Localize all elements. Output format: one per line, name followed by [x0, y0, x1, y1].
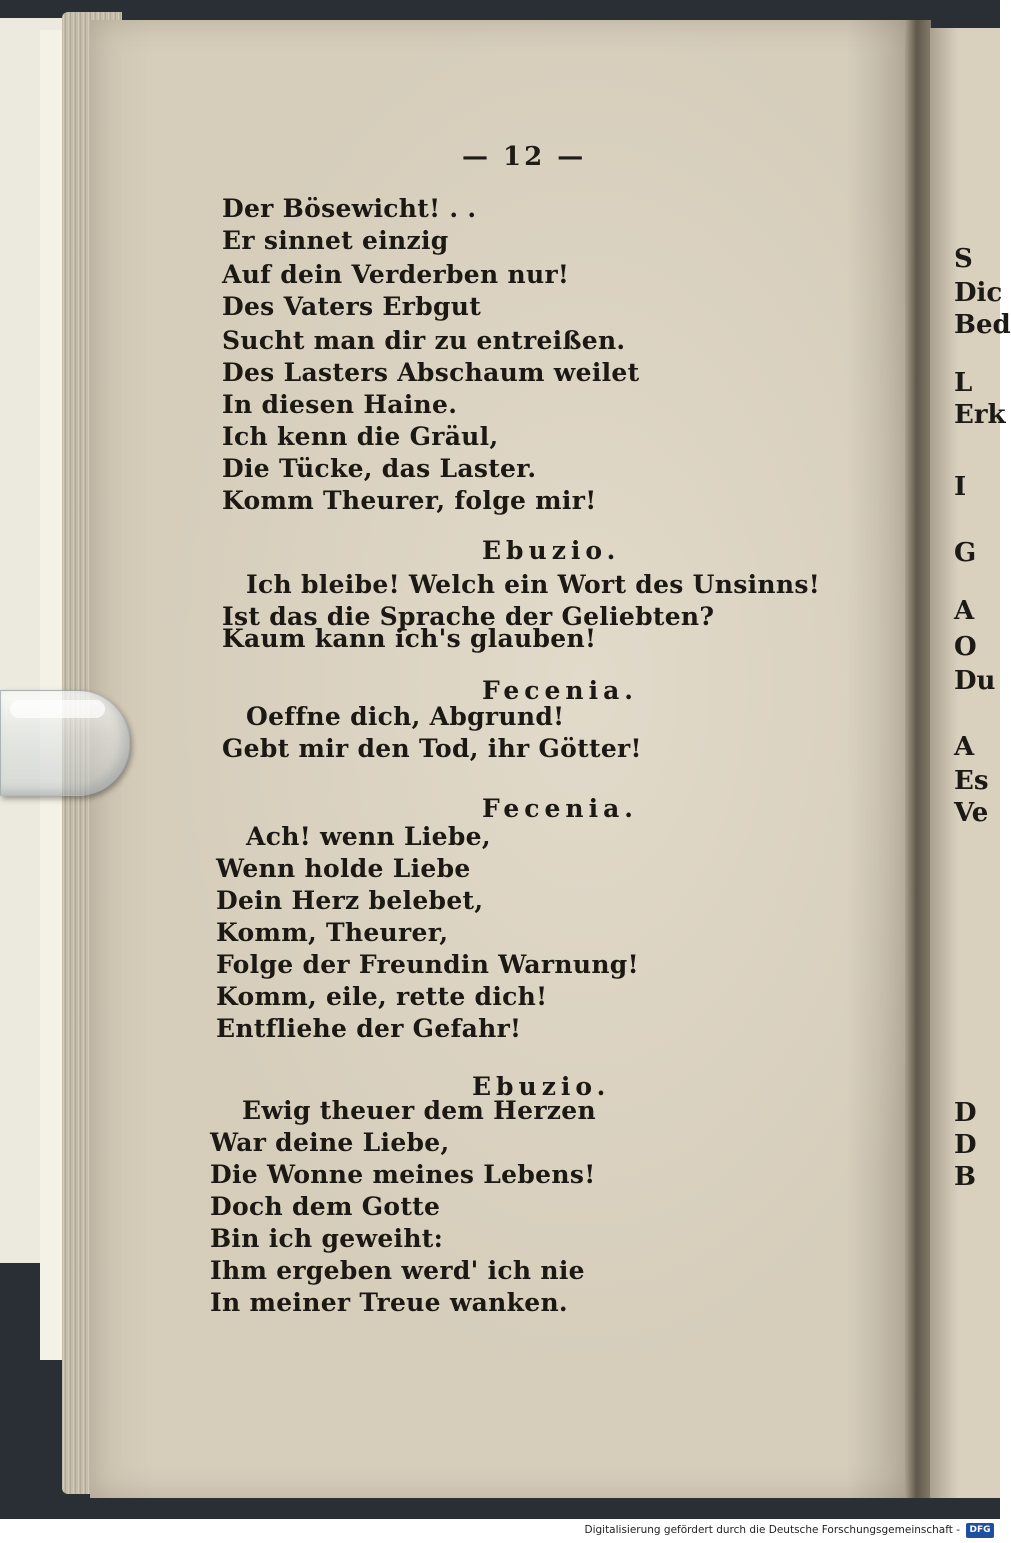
text-line: Des Lasters Abschaum weilet: [222, 358, 640, 387]
text-line: Ich bleibe! Welch ein Wort des Unsinns!: [246, 570, 821, 599]
text-line: Komm Theurer, folge mir!: [222, 486, 597, 515]
right-page-fragment: Erk: [954, 400, 1006, 430]
text-line: In meiner Treue wanken.: [210, 1288, 568, 1317]
page-number: — 12 —: [462, 142, 587, 172]
dfg-logo-icon: DFG: [966, 1523, 994, 1538]
text-line: Ich kenn die Gräul,: [222, 422, 499, 451]
right-page-fragment: A: [954, 732, 975, 762]
text-line: Gebt mir den Tod, ihr Götter!: [222, 734, 642, 763]
right-page-fragment: S: [954, 244, 973, 274]
speaker-name: Fecenia.: [482, 676, 638, 705]
right-page-fragment: D: [954, 1098, 977, 1128]
text-line: Komm, eile, rette dich!: [216, 982, 548, 1011]
text-line: Folge der Freundin Warnung!: [216, 950, 639, 979]
text-line: Auf dein Verderben nur!: [222, 260, 570, 289]
speaker-name: Ebuzio.: [482, 536, 621, 565]
right-page-fragment: Du: [954, 666, 996, 696]
text-line: Entfliehe der Gefahr!: [216, 1014, 522, 1043]
right-page-fragment: Es: [954, 766, 989, 796]
text-line: Ist das die Sprache der Geliebten?: [222, 602, 715, 631]
text-line: Die Tücke, das Laster.: [222, 454, 537, 483]
text-line: Sucht man dir zu entreißen.: [222, 326, 626, 355]
right-page-fragment: D: [954, 1130, 977, 1160]
text-line: Ewig theuer dem Herzen: [242, 1096, 596, 1125]
dfg-credit-text: Digitalisierung gefördert durch die Deutsche Forschungsgemeinschaft -: [584, 1524, 960, 1536]
text-line: Wenn holde Liebe: [216, 854, 471, 883]
text-line: In diesen Haine.: [222, 390, 458, 419]
right-page-fragment: O: [954, 632, 977, 662]
right-page-fragment: Dic: [954, 278, 1003, 308]
right-page-fragment: Ve: [954, 798, 989, 828]
right-page-fragment: Bed: [954, 310, 1011, 340]
right-page-fragment: B: [954, 1162, 976, 1192]
text-line: Dein Herz belebet,: [216, 886, 484, 915]
text-line: Der Bösewicht! . .: [222, 194, 477, 223]
text-line: Doch dem Gotte: [210, 1192, 441, 1221]
right-page-fragment: L: [954, 368, 973, 398]
glass-clip-highlight: [10, 700, 105, 718]
right-page-fragment: G: [954, 538, 977, 568]
text-line: War deine Liebe,: [210, 1128, 450, 1157]
text-line: Komm, Theurer,: [216, 918, 449, 947]
right-page-fragment: A: [954, 596, 975, 626]
speaker-name: Fecenia.: [482, 794, 638, 823]
text-line: Des Vaters Erbgut: [222, 292, 482, 321]
footer-bar: [0, 1519, 1000, 1543]
text-line: Ihm ergeben werd' ich nie: [210, 1256, 585, 1285]
text-line: Kaum kann ich's glauben!: [222, 624, 597, 653]
book-gutter: [905, 20, 931, 1498]
text-line: Ach! wenn Liebe,: [246, 822, 491, 851]
right-page-fragment: I: [954, 472, 967, 502]
speaker-name: Ebuzio.: [472, 1072, 611, 1101]
text-line: Die Wonne meines Lebens!: [210, 1160, 596, 1189]
text-line: Oeffne dich, Abgrund!: [246, 702, 565, 731]
text-line: Bin ich geweiht:: [210, 1224, 444, 1253]
text-line: Er sinnet einzig: [222, 226, 449, 255]
